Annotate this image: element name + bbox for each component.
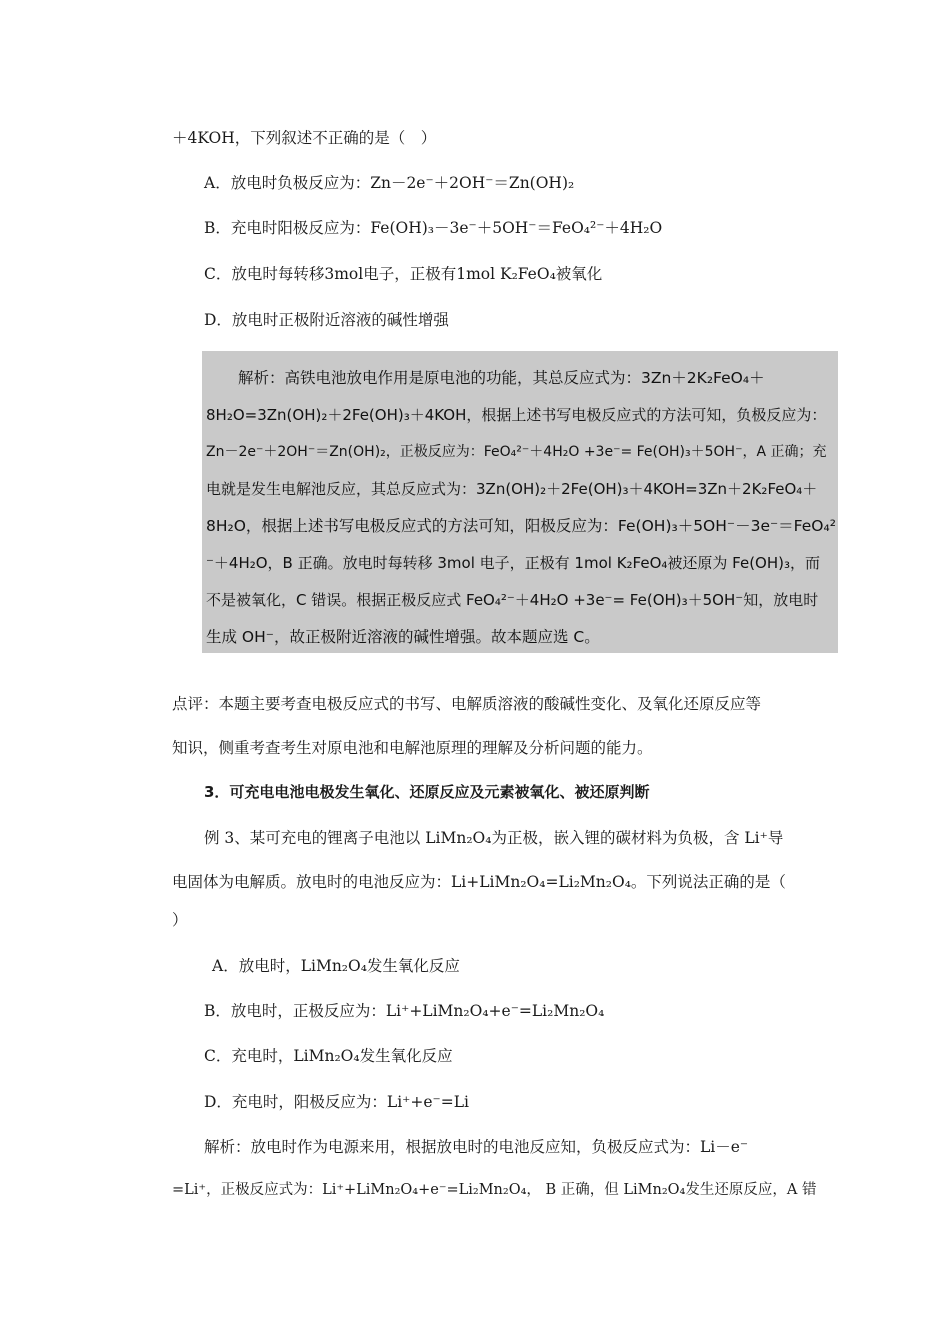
example-analysis-line: =Li⁺，正极反应式为：Li⁺+LiMn₂O₄+e⁻=Li₂Mn₂O₄， B 正确，但 LiMn₂O₄发生还原反应，A 错 bbox=[172, 1182, 817, 1198]
comment-line: 知识，侧重考查考生对原电池和电解池原理的理解及分析问题的能力。 bbox=[172, 739, 653, 757]
section-heading: 3．可充电电池电极发生氧化、还原反应及元素被氧化、被还原判断 bbox=[204, 783, 650, 801]
analysis-line: 生成 OH⁻，故正极附近溶液的碱性增强。故本题应选 C。 bbox=[206, 628, 600, 646]
question-stem-tail: ＋4KOH，下列叙述不正确的是（ ） bbox=[172, 129, 437, 147]
comment-line: 点评：本题主要考查电极反应式的书写、电解质溶液的酸碱性变化、及氧化还原反应等 bbox=[172, 695, 762, 713]
example-option-d: D．充电时，阳极反应为：Li⁺+e⁻=Li bbox=[204, 1093, 469, 1111]
option-c: C．放电时每转移3mol电子，正极有1mol K₂FeO₄被氧化 bbox=[204, 265, 603, 283]
option-b: B．充电时阳极反应为：Fe(OH)₃－3e⁻＋5OH⁻＝FeO₄²⁻＋4H₂O bbox=[204, 219, 663, 237]
example-stem-line: ） bbox=[172, 911, 188, 929]
example-option-a: A．放电时，LiMn₂O₄发生氧化反应 bbox=[212, 957, 460, 975]
analysis-line: 电就是发生电解池反应，其总反应式为：3Zn(OH)₂＋2Fe(OH)₃＋4KOH=3Zn＋2K₂FeO₄＋ bbox=[206, 480, 818, 498]
analysis-line: 解析：高铁电池放电作用是原电池的功能，其总反应式为：3Zn＋2K₂FeO₄＋ bbox=[238, 369, 765, 387]
analysis-line: 不是被氧化，C 错误。根据正极反应式 FeO₄²⁻＋4H₂O +3e⁻= Fe(OH)₃＋5OH⁻知，放电时 bbox=[206, 591, 819, 609]
analysis-line: ⁻＋4H₂O，B 正确。放电时每转移 3mol 电子，正极有 1mol K₂FeO₄被还原为 Fe(OH)₃，而 bbox=[206, 554, 821, 572]
example-stem-line: 例 3、某可充电的锂离子电池以 LiMn₂O₄为正极，嵌入锂的碳材料为负极，含 Li⁺导 bbox=[204, 829, 784, 847]
example-stem-line: 电固体为电解质。放电时的电池反应为：Li+LiMn₂O₄=Li₂Mn₂O₄。下列说法正确的是（ bbox=[172, 873, 786, 891]
option-d: D．放电时正极附近溶液的碱性增强 bbox=[204, 311, 449, 329]
example-analysis-line: 解析：放电时作为电源来用，根据放电时的电池反应知，负极反应式为：Li－e⁻ bbox=[204, 1138, 749, 1156]
analysis-line: 8H₂O=3Zn(OH)₂＋2Fe(OH)₃＋4KOH，根据上述书写电极反应式的方法可知，负极反应为： bbox=[206, 406, 827, 424]
analysis-line: Zn－2e⁻＋2OH⁻＝Zn(OH)₂，正极反应为：FeO₄²⁻＋4H₂O +3e⁻= Fe(OH)₃＋5OH⁻，A 正确；充 bbox=[206, 444, 827, 460]
analysis-line: 8H₂O，根据上述书写电极反应式的方法可知，阳极反应为：Fe(OH)₃＋5OH⁻－3e⁻＝FeO₄² bbox=[206, 517, 836, 535]
option-a: A．放电时负极反应为：Zn－2e⁻＋2OH⁻＝Zn(OH)₂ bbox=[204, 174, 575, 192]
example-option-b: B．放电时，正极反应为：Li⁺+LiMn₂O₄+e⁻=Li₂Mn₂O₄ bbox=[204, 1002, 605, 1020]
example-option-c: C．充电时，LiMn₂O₄发生氧化反应 bbox=[204, 1047, 453, 1065]
